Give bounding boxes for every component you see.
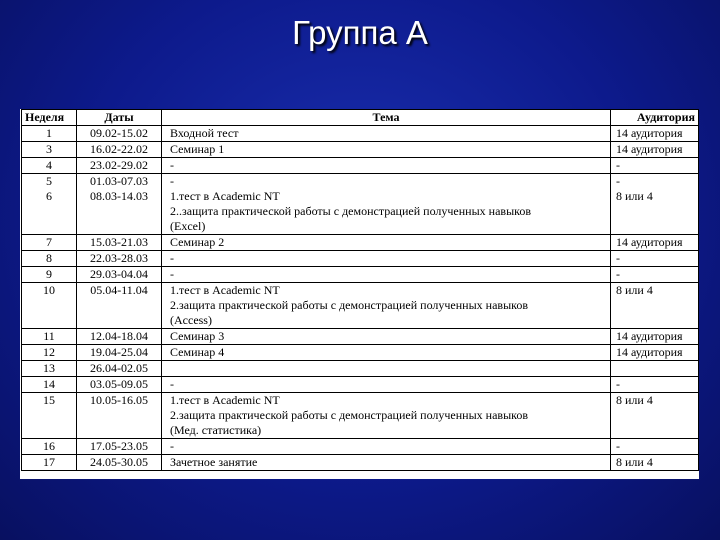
week-cell-line: 14 bbox=[43, 377, 55, 391]
dates-cell bbox=[77, 174, 162, 235]
topic-cell-line: 1.тест в Academic NT bbox=[170, 283, 280, 297]
room-cell bbox=[611, 329, 699, 345]
topic-cell bbox=[162, 251, 611, 267]
table-row bbox=[22, 235, 699, 251]
room-cell bbox=[611, 126, 699, 142]
schedule-table bbox=[21, 109, 699, 471]
week-cell bbox=[22, 283, 77, 329]
room-cell-line: 8 или 4 bbox=[616, 283, 653, 297]
topic-cell bbox=[162, 455, 611, 471]
schedule-sheet bbox=[20, 109, 699, 479]
dates-cell-line: 22.03-28.03 bbox=[90, 251, 148, 265]
week-cell bbox=[22, 439, 77, 455]
topic-cell-line: 2.защита практической работы с демонстрацией полученных навыков bbox=[170, 408, 529, 422]
dates-cell-line: 15.03-21.03 bbox=[90, 235, 148, 249]
dates-cell bbox=[77, 126, 162, 142]
topic-cell-line: - bbox=[170, 158, 174, 172]
room-cell bbox=[611, 393, 699, 439]
table-row bbox=[22, 345, 699, 361]
topic-cell-line: Входной тест bbox=[170, 126, 239, 140]
week-cell bbox=[22, 235, 77, 251]
room-cell bbox=[611, 455, 699, 471]
room-cell-line: - bbox=[616, 377, 620, 391]
topic-cell-line: 2.защита практической работы с демонстрацией полученных навыков bbox=[170, 298, 529, 312]
topic-cell-line: 1.тест в Academic NT bbox=[170, 393, 280, 407]
week-cell-line: 3 bbox=[46, 142, 52, 156]
table-row bbox=[22, 361, 699, 377]
dates-cell bbox=[77, 393, 162, 439]
table-row bbox=[22, 393, 699, 439]
table-row bbox=[22, 283, 699, 329]
room-cell-line: 8 или 4 bbox=[616, 393, 653, 407]
room-cell-line: - bbox=[616, 439, 620, 453]
room-cell-line: 14 аудитория bbox=[616, 126, 683, 140]
topic-cell bbox=[162, 142, 611, 158]
week-cell-line: 9 bbox=[46, 267, 52, 281]
topic-cell bbox=[162, 174, 611, 235]
room-cell-line: 8 или 4 bbox=[616, 189, 653, 203]
topic-cell-line: - bbox=[170, 251, 174, 265]
table-body bbox=[22, 126, 699, 471]
week-cell bbox=[22, 142, 77, 158]
week-cell bbox=[22, 345, 77, 361]
dates-cell bbox=[77, 251, 162, 267]
dates-cell-line: 08.03-14.03 bbox=[90, 189, 148, 203]
topic-cell bbox=[162, 126, 611, 142]
week-cell bbox=[22, 455, 77, 471]
week-cell-line: 17 bbox=[43, 455, 55, 469]
dates-cell bbox=[77, 283, 162, 329]
header-room: Аудитория bbox=[611, 110, 699, 126]
dates-cell-line: 09.02-15.02 bbox=[90, 126, 148, 140]
table-row bbox=[22, 251, 699, 267]
week-cell-line: 6 bbox=[46, 189, 52, 203]
topic-cell-line: - bbox=[170, 174, 174, 188]
week-cell bbox=[22, 158, 77, 174]
dates-cell bbox=[77, 377, 162, 393]
topic-cell bbox=[162, 345, 611, 361]
room-cell-line: 14 аудитория bbox=[616, 142, 683, 156]
week-cell-line: 16 bbox=[43, 439, 55, 453]
room-cell-line: - bbox=[616, 174, 620, 188]
dates-cell bbox=[77, 361, 162, 377]
topic-cell-line: - bbox=[170, 267, 174, 281]
table-row bbox=[22, 267, 699, 283]
room-cell bbox=[611, 235, 699, 251]
dates-cell-line: 01.03-07.03 bbox=[90, 174, 148, 188]
week-cell bbox=[22, 251, 77, 267]
table-row bbox=[22, 174, 699, 235]
room-cell bbox=[611, 345, 699, 361]
topic-cell-line: - bbox=[170, 377, 174, 391]
room-cell bbox=[611, 142, 699, 158]
room-cell-line: - bbox=[616, 158, 620, 172]
room-cell bbox=[611, 439, 699, 455]
dates-cell bbox=[77, 235, 162, 251]
week-cell-line: 12 bbox=[43, 345, 55, 359]
room-cell-line: - bbox=[616, 251, 620, 265]
dates-cell-line: 29.03-04.04 bbox=[90, 267, 148, 281]
dates-cell bbox=[77, 345, 162, 361]
table-row bbox=[22, 439, 699, 455]
topic-cell-line: 1.тест в Academic NT bbox=[170, 189, 280, 203]
room-cell bbox=[611, 283, 699, 329]
room-cell bbox=[611, 158, 699, 174]
topic-cell-line: Семинар 4 bbox=[170, 345, 225, 359]
topic-cell bbox=[162, 377, 611, 393]
dates-cell-line: 24.05-30.05 bbox=[90, 455, 148, 469]
table-row bbox=[22, 142, 699, 158]
topic-cell-line: Зачетное занятие bbox=[170, 455, 258, 469]
topic-cell-line: (Excel) bbox=[170, 219, 206, 233]
week-cell-line: 4 bbox=[46, 158, 52, 172]
header-dates: Даты bbox=[77, 110, 162, 126]
table-header-row bbox=[22, 110, 699, 126]
dates-cell bbox=[77, 329, 162, 345]
topic-cell-line: (Access) bbox=[170, 313, 212, 327]
week-cell-line: 5 bbox=[46, 174, 52, 188]
room-cell bbox=[611, 377, 699, 393]
topic-cell-line: Семинар 3 bbox=[170, 329, 225, 343]
week-cell-line: 7 bbox=[46, 235, 52, 249]
room-cell-line: 14 аудитория bbox=[616, 345, 683, 359]
room-cell bbox=[611, 251, 699, 267]
week-cell-line: 13 bbox=[43, 361, 55, 375]
room-cell-line bbox=[616, 361, 695, 376]
topic-cell bbox=[162, 235, 611, 251]
table-row bbox=[22, 158, 699, 174]
room-cell bbox=[611, 361, 699, 377]
topic-cell-line: - bbox=[170, 439, 174, 453]
topic-cell-line: Семинар 2 bbox=[170, 235, 225, 249]
topic-cell bbox=[162, 283, 611, 329]
dates-cell bbox=[77, 158, 162, 174]
dates-cell-line: 19.04-25.04 bbox=[90, 345, 148, 359]
topic-cell bbox=[162, 267, 611, 283]
room-cell bbox=[611, 174, 699, 235]
dates-cell-line: 16.02-22.02 bbox=[90, 142, 148, 156]
table-row bbox=[22, 377, 699, 393]
topic-cell bbox=[162, 393, 611, 439]
topic-cell bbox=[162, 158, 611, 174]
header-week: Неделя bbox=[22, 110, 77, 126]
week-cell bbox=[22, 174, 77, 235]
week-cell bbox=[22, 393, 77, 439]
dates-cell-line: 03.05-09.05 bbox=[90, 377, 148, 391]
dates-cell-line: 26.04-02.05 bbox=[90, 361, 148, 375]
week-cell-line: 11 bbox=[43, 329, 55, 343]
table-row bbox=[22, 455, 699, 471]
dates-cell-line: 12.04-18.04 bbox=[90, 329, 148, 343]
room-cell-line: - bbox=[616, 267, 620, 281]
room-cell-line: 8 или 4 bbox=[616, 455, 653, 469]
week-cell-line: 10 bbox=[43, 283, 55, 297]
dates-cell-line: 23.02-29.02 bbox=[90, 158, 148, 172]
table-row bbox=[22, 126, 699, 142]
week-cell bbox=[22, 377, 77, 393]
week-cell bbox=[22, 361, 77, 377]
dates-cell bbox=[77, 267, 162, 283]
room-cell-line: 14 аудитория bbox=[616, 235, 683, 249]
week-cell bbox=[22, 267, 77, 283]
topic-cell-line: (Мед. статистика) bbox=[170, 423, 262, 437]
topic-cell bbox=[162, 361, 611, 377]
room-cell bbox=[611, 267, 699, 283]
dates-cell bbox=[77, 455, 162, 471]
room-cell-line: 14 аудитория bbox=[616, 329, 683, 343]
table-row bbox=[22, 329, 699, 345]
topic-cell bbox=[162, 329, 611, 345]
topic-cell-line: 2..защита практической работы с демонстрацией полученных навыков bbox=[170, 204, 532, 218]
week-cell-line: 15 bbox=[43, 393, 55, 407]
topic-cell bbox=[162, 439, 611, 455]
topic-cell-line: Семинар 1 bbox=[170, 142, 225, 156]
slide-title: Группа А bbox=[292, 14, 428, 51]
header-topic: Тема bbox=[162, 110, 611, 126]
dates-cell bbox=[77, 142, 162, 158]
week-cell bbox=[22, 329, 77, 345]
week-cell bbox=[22, 126, 77, 142]
dates-cell bbox=[77, 439, 162, 455]
dates-cell-line: 10.05-16.05 bbox=[90, 393, 148, 407]
topic-cell-line bbox=[170, 361, 607, 376]
week-cell-line: 1 bbox=[46, 126, 52, 140]
dates-cell-line: 05.04-11.04 bbox=[90, 283, 148, 297]
dates-cell-line: 17.05-23.05 bbox=[90, 439, 148, 453]
week-cell-line: 8 bbox=[46, 251, 52, 265]
